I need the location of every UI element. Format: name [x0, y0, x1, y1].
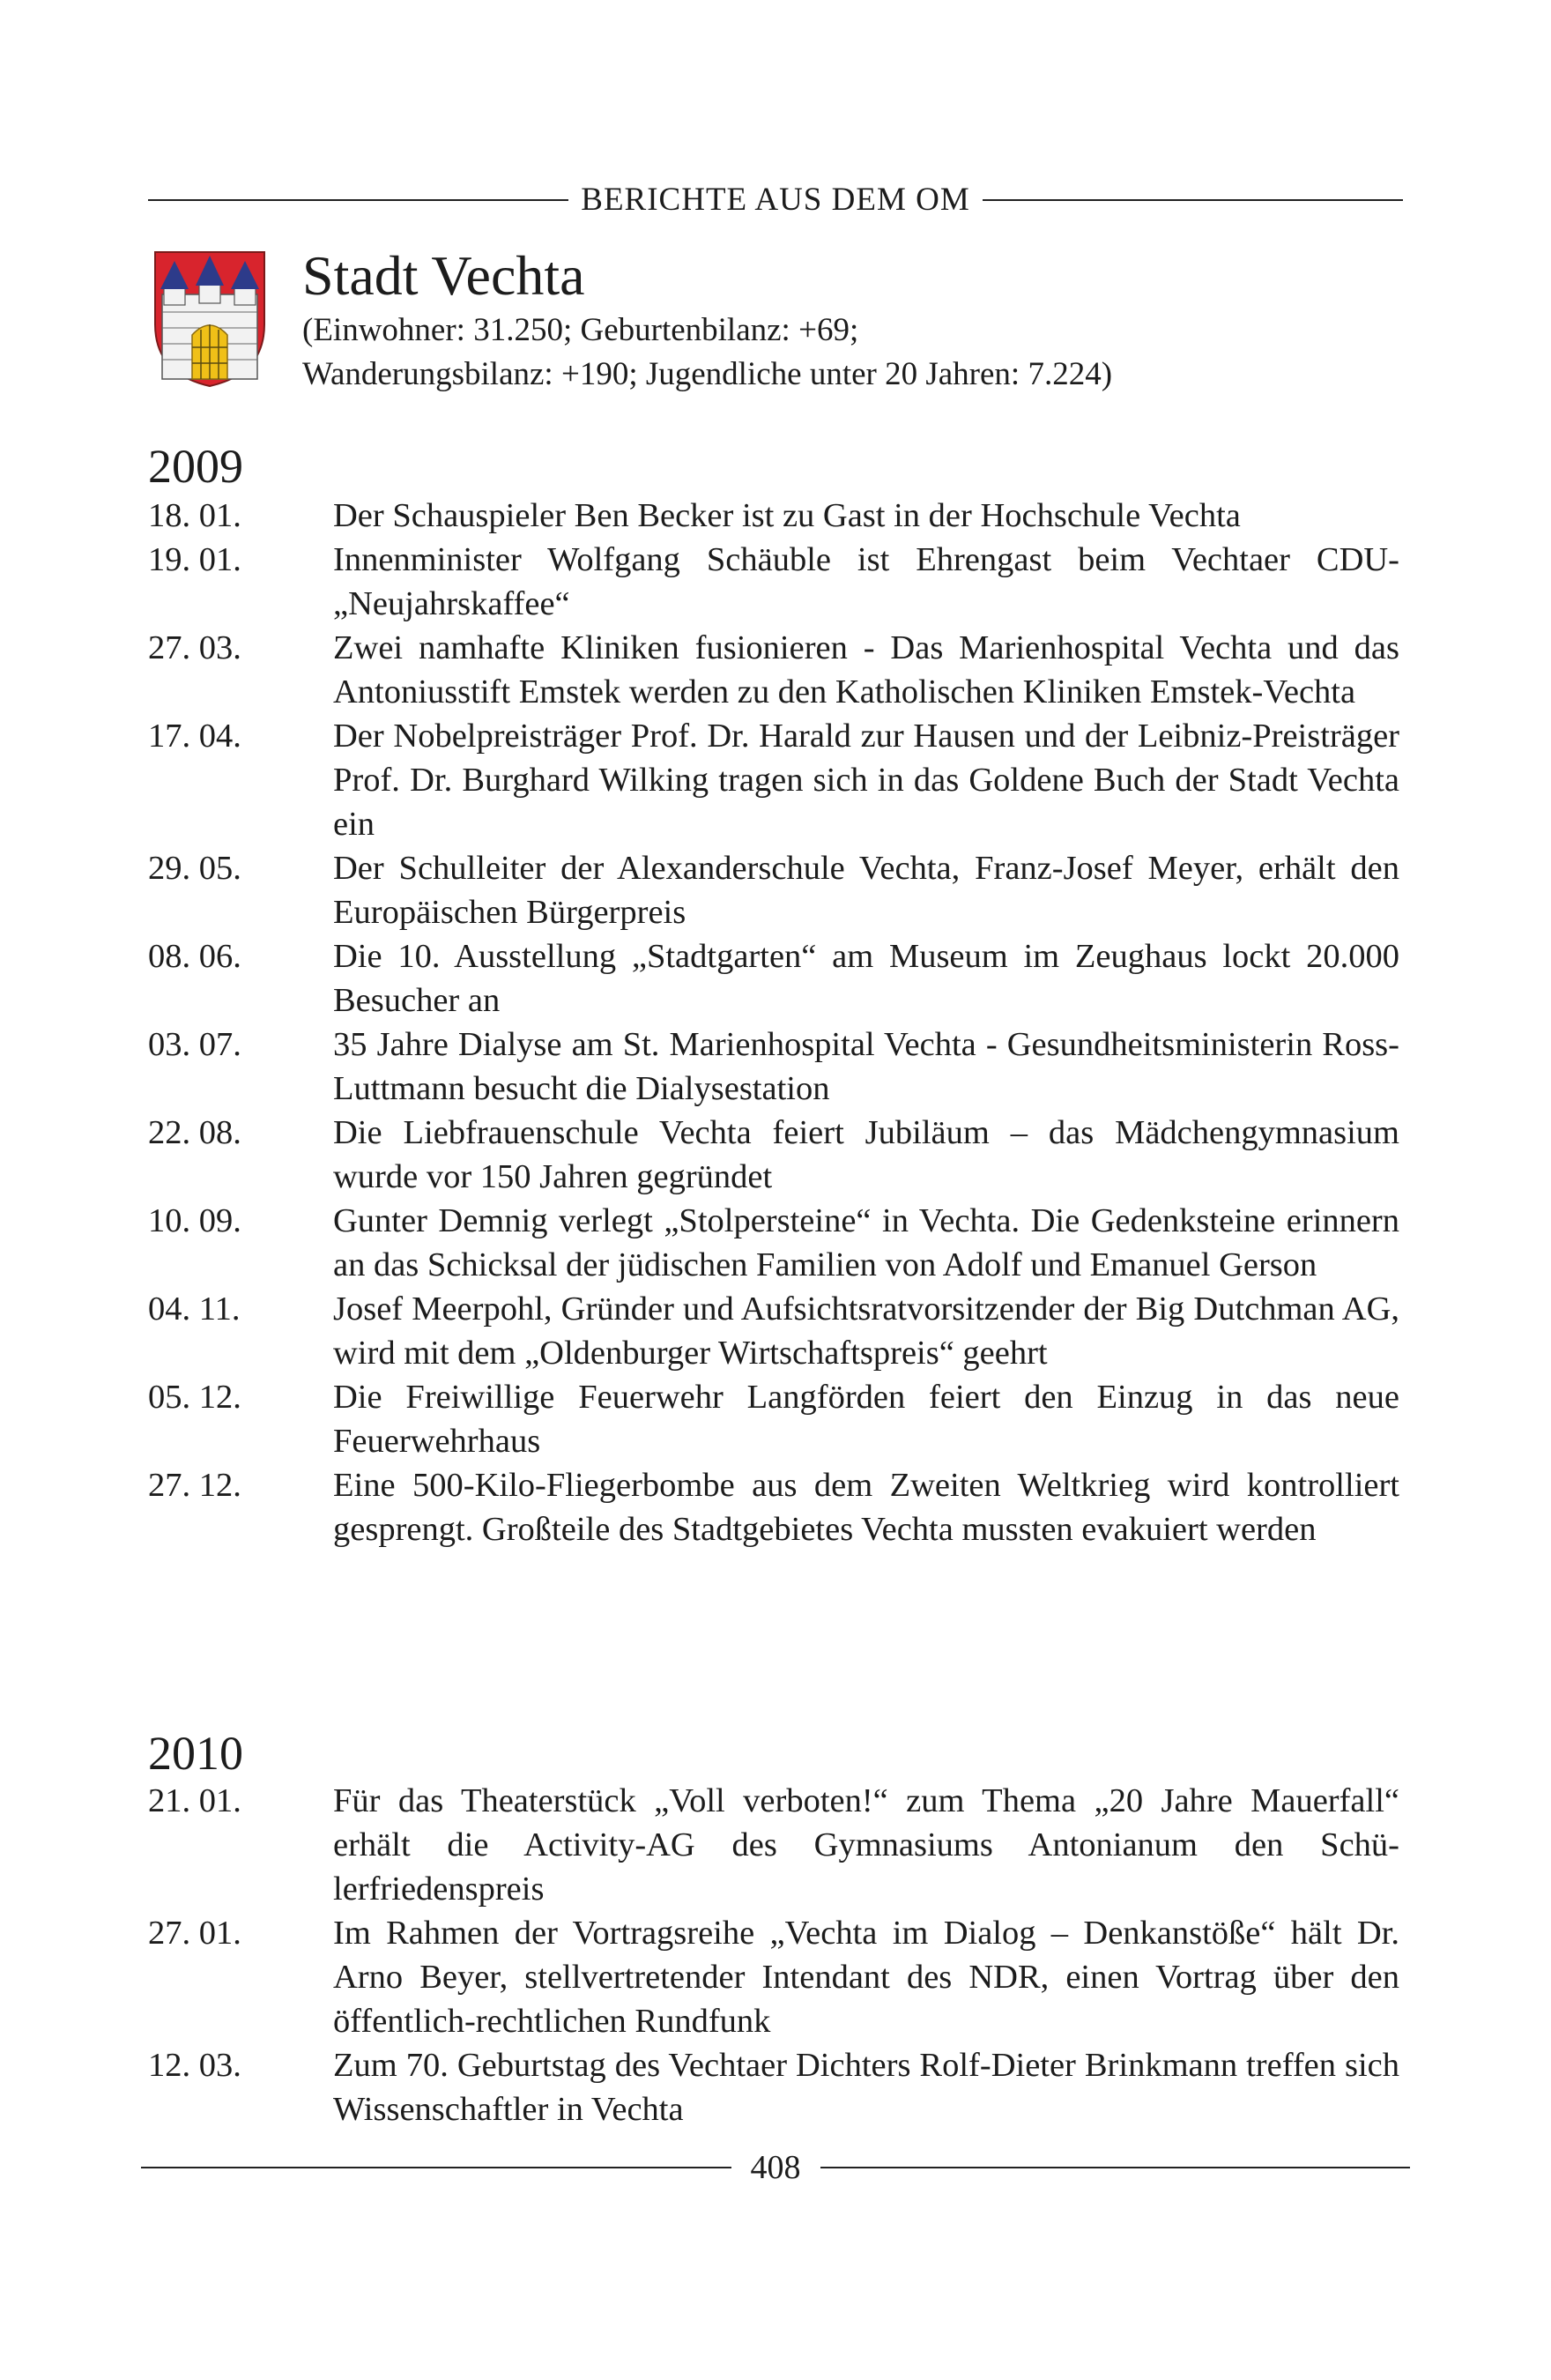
header-rule-left — [148, 199, 568, 201]
entry-date: 17. 04. — [148, 718, 241, 755]
chronicle-entry — [148, 494, 1399, 538]
town-stats-line-1: (Einwohner: 31.250; Geburtenbilanz: +69; — [302, 312, 859, 348]
entry-date: 04. 11. — [148, 1290, 241, 1328]
entry-date: 08. 06. — [148, 938, 241, 975]
entry-text: Im Rahmen der Vortragsreihe „Vechta im Dialog – Denkanstöße“ hält Dr. Arno Beyer, stellvertretender Intendant des NDR, einen Vortrag über den öffentlich-rechtlichen Rundfunk — [333, 1915, 1399, 2040]
chronicle-entry — [148, 1287, 1399, 1375]
town-stats — [302, 309, 1112, 397]
entry-date: 27. 01. — [148, 1915, 241, 1952]
entry-date: 03. 07. — [148, 1026, 241, 1063]
entry-text: Josef Meerpohl, Gründer und Aufsichtsratvorsitzender der Big Dutchman AG, wird mit dem „Oldenburger Wirtschaftspreis“ geehrt — [333, 1290, 1399, 1372]
chronicle-entry — [148, 934, 1399, 1023]
entry-date: 05. 12. — [148, 1379, 241, 1416]
town-stats-line-2: Wanderungsbilanz: +190; Jugendliche unter 20 Jahren: 7.224) — [302, 356, 1113, 392]
entry-date: 10. 09. — [148, 1202, 241, 1239]
page-number: 408 — [750, 2149, 801, 2186]
chronicle-entry — [148, 1199, 1399, 1287]
entry-date: 18. 01. — [148, 497, 241, 534]
entry-date: 21. 01. — [148, 1782, 241, 1819]
page-footer — [141, 2151, 1410, 2184]
entry-text: Die 10. Ausstellung „Stadtgarten“ am Museum im Zeughaus lockt 20.000 Besucher an — [333, 938, 1399, 1019]
chronicle-entry — [148, 846, 1399, 934]
chronicle-entry — [148, 1111, 1399, 1199]
entry-text: Die Liebfrauenschule Vechta feiert Jubiläum – das Mädchengymnasium wurde vor 150 Jahren gegründet — [333, 1114, 1399, 1195]
entry-date: 27. 03. — [148, 629, 241, 666]
chronicle-entries-2009 — [148, 494, 1399, 1551]
chronicle-entry — [148, 1463, 1399, 1551]
year-heading-2010: 2010 — [148, 1727, 243, 1780]
chronicle-entry — [148, 1779, 1399, 1911]
entry-date: 19. 01. — [148, 541, 241, 578]
entry-date: 22. 08. — [148, 1114, 241, 1151]
footer-rule-right — [820, 2167, 1411, 2168]
entry-text: Innenminister Wolfgang Schäuble ist Ehrengast beim Vechtaer CDU-„Neujahrskaffee“ — [333, 541, 1399, 622]
entry-text: Die Freiwillige Feuerwehr Langförden feiert den Einzug in das neue Feuerwehrhaus — [333, 1379, 1399, 1460]
entry-date: 29. 05. — [148, 850, 241, 887]
chronicle-entry — [148, 2043, 1399, 2131]
entry-text: 35 Jahre Dialyse am St. Marienhospital Vechta - Gesundheitsministerin Ross-Luttmann besucht die Dialysestation — [333, 1026, 1399, 1107]
town-title: Stadt Vechta — [302, 244, 585, 307]
chronicle-entry — [148, 714, 1399, 846]
entry-text: Für das Theaterstück „Voll verboten!“ zum Thema „20 Jahre Mauerfall“ erhält die Activity-AG des Gymnasiums Antonianum den Schülerfriedenspreis — [333, 1782, 1399, 1908]
chronicle-entry — [148, 1023, 1399, 1111]
year-heading-2009: 2009 — [148, 440, 243, 493]
entry-text: Zwei namhafte Kliniken fusionieren - Das Marienhospital Vechta und das Antoniusstift Emstek werden zu den Katholischen Kliniken Emstek-Vechta — [333, 629, 1399, 710]
chronicle-entry — [148, 1375, 1399, 1463]
entry-text: Zum 70. Geburtstag des Vechtaer Dichters Rolf-Dieter Brinkmann treffen sich Wissenschaftler in Vechta — [333, 2047, 1399, 2128]
chronicle-entry — [148, 626, 1399, 714]
running-title: BERICHTE AUS DEM OM — [581, 182, 970, 218]
header-rule-right — [983, 199, 1403, 201]
entry-text: Der Schulleiter der Alexanderschule Vechta, Franz-Josef Meyer, erhält den Europäischen Bürgerpreis — [333, 850, 1399, 931]
entry-text: Der Nobelpreisträger Prof. Dr. Harald zur Hausen und der Leibniz-Preisträger Prof. Dr. Burghard Wilking tragen sich in das Goldene Buch der Stadt Vechta ein — [333, 718, 1399, 843]
entry-text: Der Schauspieler Ben Becker ist zu Gast in der Hochschule Vechta — [333, 497, 1241, 534]
vechta-coat-of-arms-icon — [152, 249, 268, 390]
chronicle-entries-2010 — [148, 1779, 1399, 2131]
entry-date: 12. 03. — [148, 2047, 241, 2084]
entry-date: 27. 12. — [148, 1467, 241, 1504]
chronicle-entry — [148, 538, 1399, 626]
entry-text: Eine 500-Kilo-Fliegerbombe aus dem Zweiten Weltkrieg wird kontrolliert gesprengt. Großteile des Stadtgebietes Vechta mussten evakuiert werden — [333, 1467, 1399, 1548]
running-header — [148, 183, 1403, 216]
footer-rule-left — [141, 2167, 731, 2168]
chronicle-entry — [148, 1911, 1399, 2043]
entry-text: Gunter Demnig verlegt „Stolpersteine“ in Vechta. Die Gedenksteine erinnern an das Schicksal der jüdischen Familien von Adolf und Emanuel Gerson — [333, 1202, 1399, 1283]
